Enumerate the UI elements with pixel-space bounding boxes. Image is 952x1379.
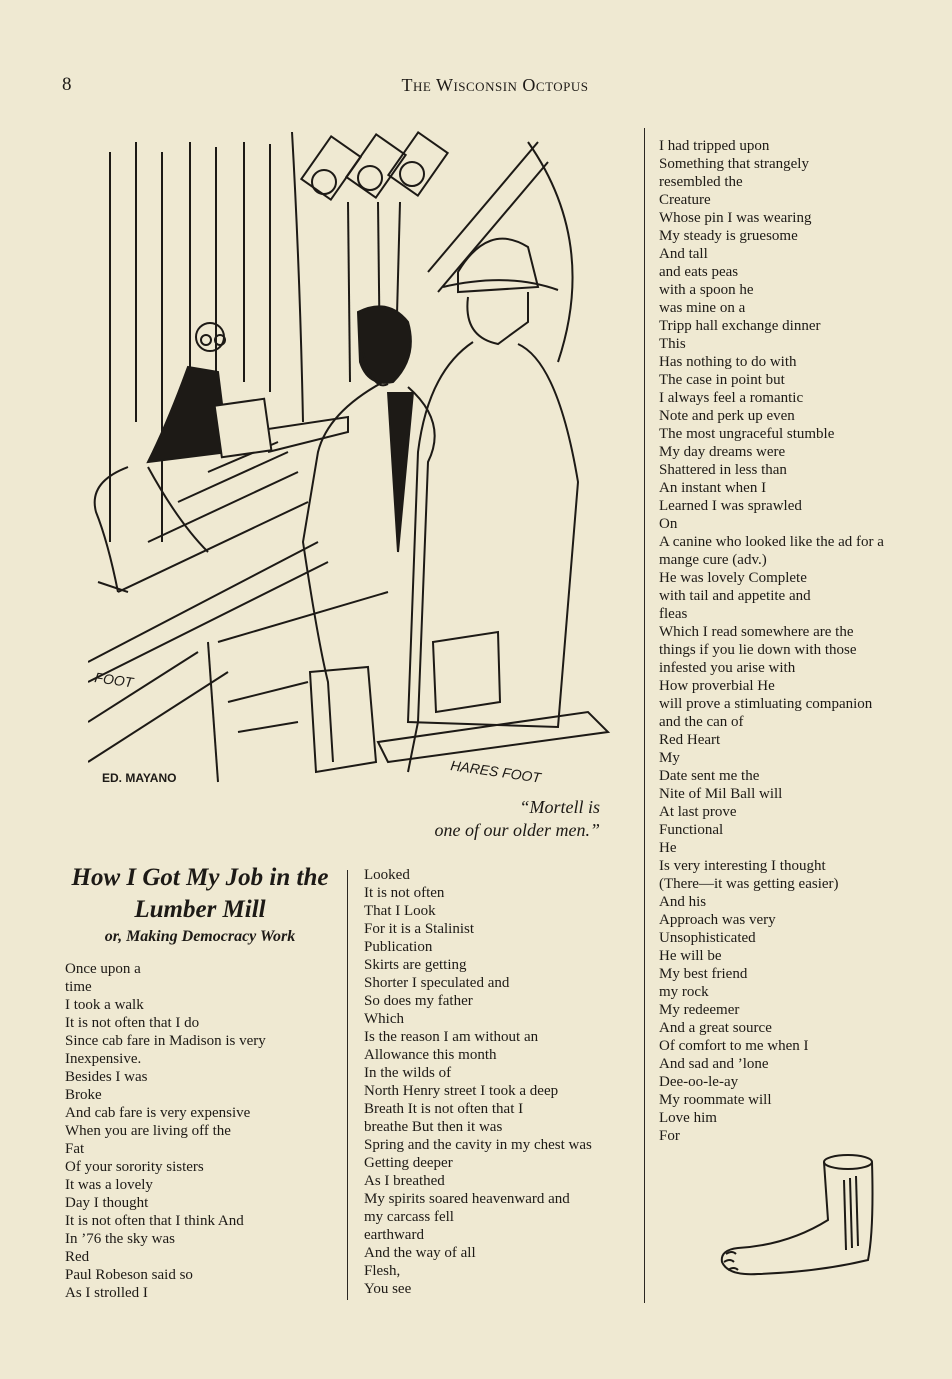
article-line: North Henry street I took a deep	[364, 1083, 559, 1099]
caption-line: “Mortell is	[519, 797, 600, 817]
article-title-line: Lumber Mill	[134, 896, 266, 923]
article-column-2	[364, 866, 592, 1298]
article-column-1	[65, 960, 266, 1302]
article-line: Skirts are getting	[364, 957, 467, 973]
page-number: 8	[62, 74, 72, 95]
foot-illustration-icon	[718, 1150, 878, 1290]
article-line: Looked	[364, 867, 410, 883]
article-line: For it is a Stalinist	[364, 921, 475, 937]
article-line: Creature	[659, 192, 711, 208]
article-line: Has nothing to do with	[659, 354, 797, 370]
article-line: At last prove	[659, 804, 737, 820]
cartoon-illustration	[88, 122, 618, 790]
article-title-line: How I Got My Job in the	[71, 864, 329, 891]
article-line: It is not often	[364, 885, 445, 901]
article-line: Broke	[65, 1087, 102, 1103]
article-line: Day I thought	[65, 1195, 149, 1211]
article-line: As I breathed	[364, 1173, 445, 1189]
article-line: Red Heart	[659, 732, 721, 748]
article-line: My best friend	[659, 966, 748, 982]
article-line: and eats peas	[659, 264, 739, 280]
article-line: In ’76 the sky was	[65, 1231, 175, 1247]
article-line: It was a lovely	[65, 1177, 153, 1193]
article-line: And sad and ’lone	[659, 1056, 769, 1072]
article-line: An instant when I	[659, 480, 767, 496]
article-line: He will be	[659, 948, 722, 964]
article-line: My redeemer	[659, 1002, 740, 1018]
article-line: Shattered in less than	[659, 462, 787, 478]
article-line: Inexpensive.	[65, 1051, 142, 1067]
article-line: My roommate will	[659, 1092, 772, 1108]
article-line: My	[659, 750, 680, 766]
article-line: My spirits soared heavenward and	[364, 1191, 570, 1207]
article-line: Breath It is not often that I	[364, 1101, 524, 1117]
article-line: How proverbial He	[659, 678, 775, 694]
article-line: Getting deeper	[364, 1155, 453, 1171]
article-subtitle: or, Making Democracy Work	[104, 928, 296, 945]
column-rule	[644, 128, 645, 1303]
article-line: infested you arise with	[659, 660, 796, 676]
article-line: Unsophisticated	[659, 930, 756, 946]
article-line: resembled the	[659, 174, 743, 190]
article-line: Publication	[364, 939, 433, 955]
article-line: I always feel a romantic	[659, 390, 804, 406]
article-line: Shorter I speculated and	[364, 975, 510, 991]
article-line: mange cure (adv.)	[659, 552, 767, 568]
article-line: Spring and the cavity in my chest was	[364, 1137, 592, 1153]
article-line: My day dreams were	[659, 444, 786, 460]
article-line: And a great source	[659, 1020, 772, 1036]
article-line: Learned I was sprawled	[659, 498, 802, 514]
article-line: things if you lie down with those	[659, 642, 857, 658]
article-line: Allowance this month	[364, 1047, 497, 1063]
running-head	[0, 75, 952, 96]
stage-sign-text: HARES FOOT	[449, 757, 542, 786]
article-line: He	[659, 840, 677, 856]
article-line: Which I read somewhere are the	[659, 624, 854, 640]
article-line: Nite of Mil Ball will	[659, 786, 783, 802]
article-line: In the wilds of	[364, 1065, 452, 1081]
article-line: Is very interesting I thought	[659, 858, 826, 874]
article-line: time	[65, 979, 92, 995]
article-line: A canine who looked like the ad for a	[659, 534, 884, 550]
article-line: earthward	[364, 1227, 424, 1243]
article-line: My steady is gruesome	[659, 228, 798, 244]
article-line: The most ungraceful stumble	[659, 426, 835, 442]
article-line: Tripp hall exchange dinner	[659, 318, 821, 334]
article-line: I had tripped upon	[659, 138, 770, 154]
article-line: will prove a stimluating companion	[659, 696, 873, 712]
cartoon-signature-foot: FOOT	[93, 669, 135, 691]
article-line: Fat	[65, 1141, 85, 1157]
magazine-title: The Wisconsin Octopus	[401, 75, 589, 95]
article-line: So does my father	[364, 993, 473, 1009]
article-line: Since cab fare in Madison is very	[65, 1033, 266, 1049]
article-line: He was lovely Complete	[659, 570, 807, 586]
article-line: Whose pin I was wearing	[659, 210, 812, 226]
article-line: fleas	[659, 606, 688, 622]
article-line: my rock	[659, 984, 709, 1000]
article-line: Of comfort to me when I	[659, 1038, 809, 1054]
article-line: Flesh,	[364, 1263, 401, 1279]
article-line: Is the reason I am without an	[364, 1029, 539, 1045]
article-line: Dee-oo-le-ay	[659, 1074, 739, 1090]
article-line: And his	[659, 894, 707, 910]
article-line: my carcass fell	[364, 1209, 454, 1225]
article-line: For	[659, 1128, 680, 1144]
article-line: Love him	[659, 1110, 717, 1126]
article-line: On	[659, 516, 678, 532]
caption-line: one of our older men.”	[434, 820, 600, 840]
article-line: was mine on a	[659, 300, 746, 316]
article-line: (There—it was getting easier)	[659, 876, 839, 892]
article-line: And the way of all	[364, 1245, 476, 1261]
article-line: This	[659, 336, 686, 352]
column-rule	[347, 870, 348, 1300]
article-line: Besides I was	[65, 1069, 148, 1085]
article-title	[62, 862, 338, 926]
article-line: Of your sorority sisters	[65, 1159, 204, 1175]
article-line: breathe But then it was	[364, 1119, 503, 1135]
cartoon-caption	[400, 796, 600, 842]
article-line: and the can of	[659, 714, 744, 730]
article-line: Once upon a	[65, 961, 141, 977]
article-line: with a spoon he	[659, 282, 754, 298]
article-line: with tail and appetite and	[659, 588, 811, 604]
article-column-3	[659, 137, 884, 1145]
article-line: Note and perk up even	[659, 408, 795, 424]
article-line: Date sent me the	[659, 768, 760, 784]
article-line: It is not often that I think And	[65, 1213, 244, 1229]
article-line: Functional	[659, 822, 724, 838]
artist-signature: ED. MAYANO	[102, 771, 177, 785]
article-line: The case in point but	[659, 372, 785, 388]
article-line: Red	[65, 1249, 90, 1265]
article-line: That I Look	[364, 903, 436, 919]
article-line: You see	[364, 1281, 412, 1297]
article-line: Which	[364, 1011, 404, 1027]
article-line: Something that strangely	[659, 156, 809, 172]
article-line: And cab fare is very expensive	[65, 1105, 251, 1121]
article-line: And tall	[659, 246, 708, 262]
article-line: Paul Robeson said so	[65, 1267, 193, 1283]
article-line: Approach was very	[659, 912, 776, 928]
article-line: I took a walk	[65, 997, 144, 1013]
article-line: As I strolled I	[65, 1285, 148, 1301]
article-line: When you are living off the	[65, 1123, 231, 1139]
article-line: It is not often that I do	[65, 1015, 200, 1031]
